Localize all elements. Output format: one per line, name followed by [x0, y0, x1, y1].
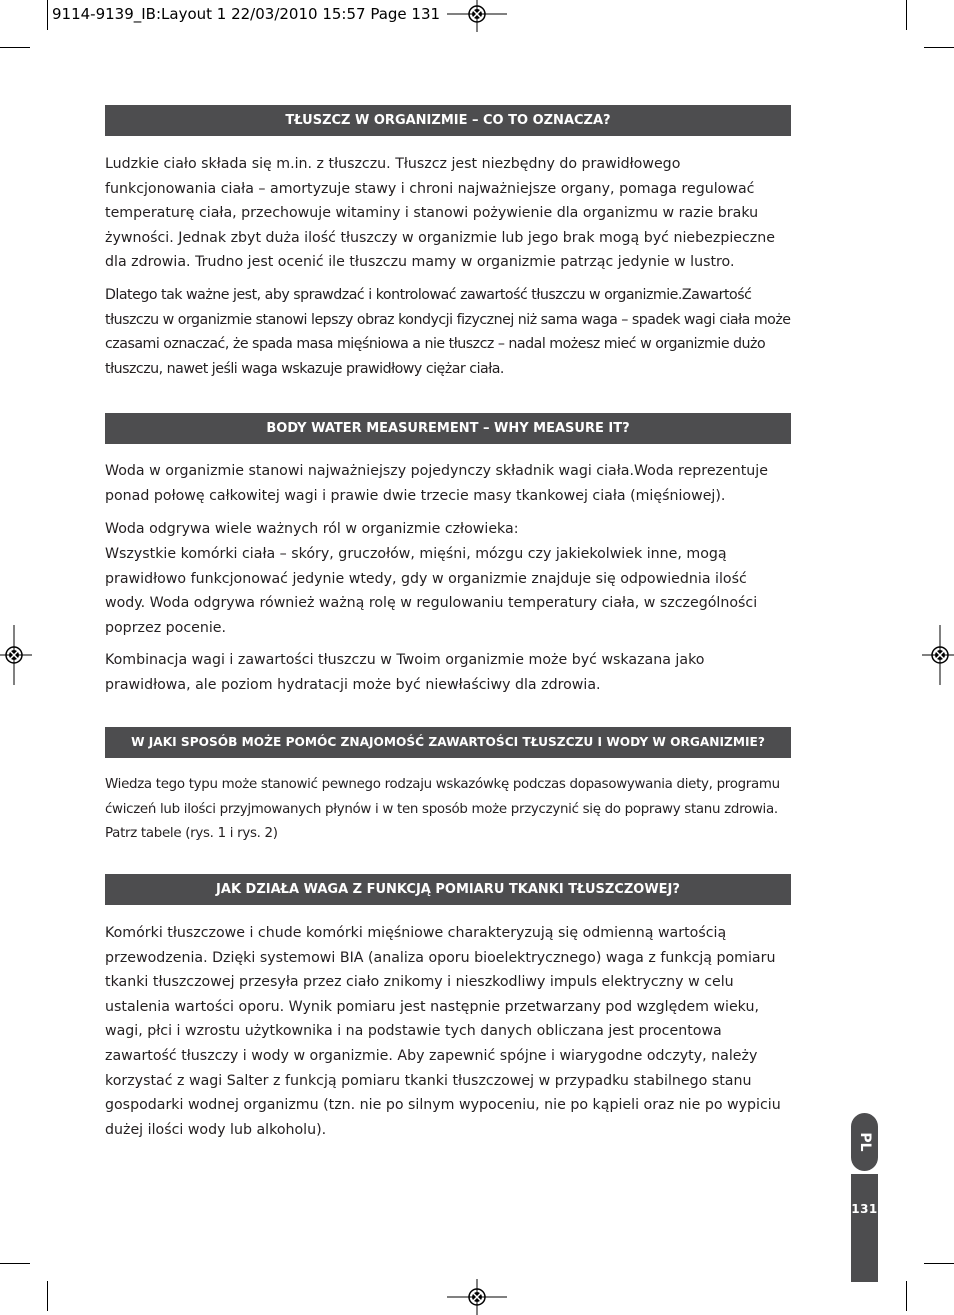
section-water-paragraph-3: Wszystkie komórki ciała – skóry, gruczołów, mięśni, mózgu czy jakiekolwiek inne, mogą prawidłowo funkcjonować jedynie wtedy, gdy w organizmie znajduje się odpowiednia ilość wody. Woda odgrywa również ważną rolę w regulowaniu temperatury ciała, w szczególności poprzez pocenie. [105, 546, 758, 636]
page-number: 131 [851, 1202, 878, 1216]
section-heading-fat: TŁUSZCZ W ORGANIZMIE – CO TO OZNACZA? [105, 105, 791, 136]
registration-mark-bottom-icon [447, 1279, 507, 1315]
language-tab-label: PL [857, 1132, 873, 1152]
crop-mark-top-right-h [924, 47, 954, 48]
crop-mark-bottom-right-h [924, 1263, 954, 1264]
crop-mark-top-right-v [906, 0, 907, 30]
section-fat-paragraph-1: Ludzkie ciało składa się m.in. z tłuszczu. Tłuszcz jest niezbędny do prawidłowego funkcjonowania ciała – amortyzuje stawy i chroni najważniejsze organy, pomaga regulować temperaturę ciała, przechowuje witaminy i stanowi pożywienie dla organizmu w razie braku żywności. Jednak zbyt duża ilość tłuszczy w organizmie lub jego brak mogą być niebezpieczne dla zdrowia. Trudno jest ocenić ile tłuszczu mamy w organizmie patrząc jedynie w lustro. [105, 156, 775, 271]
section-how-help-paragraph-1: Wiedza tego typu może stanowić pewnego rodzaju wskazówkę podczas dopasowywania diety, programu ćwiczeń lub ilości przyjmowanych płynów i w ten sposób może przyczynić się do poprawy stanu zdrowia. Patrz tabele (rys. 1 i rys. 2) [105, 777, 780, 842]
crop-mark-bottom-left-v [47, 1281, 48, 1311]
page-number-tab [851, 1174, 878, 1282]
registration-mark-top-icon [447, 0, 507, 32]
section-heading-how-works: JAK DZIAŁA WAGA Z FUNKCJĄ POMIARU TKANKI TŁUSZCZOWEJ? [105, 874, 791, 905]
registration-mark-right-icon [922, 625, 954, 685]
crop-mark-top-left-h [0, 47, 30, 48]
section-water-paragraph-2: Woda odgrywa wiele ważnych ról w organizmie człowieka: [105, 521, 519, 537]
crop-mark-bottom-left-h [0, 1263, 30, 1264]
registration-mark-left-icon [0, 625, 32, 685]
crop-mark-top-left-v [47, 0, 48, 30]
section-how-works-paragraph-1: Komórki tłuszczowe i chude komórki mięśniowe charakteryzują się odmienną wartością przewodzenia. Dzięki systemowi BIA (analiza oporu bioelektrycznego) waga z funkcją pomiaru tkanki tłuszczowej przesyła przez ciało znikomy i nieszkodliwy impuls elektryczny w celu ustalenia wartości oporu. Wynik pomiaru jest następnie przetwarzany pod względem wieku, wagi, płci i wzrostu użytkownika i na podstawie tych danych obliczana jest procentowa zawartość tłuszczy i wody w organizmie. Aby zapewnić spójne i wiarygodne odczyty, należy korzystać z wagi Salter z funkcją pomiaru tkanki tłuszczowej w przypadku stabilnego stanu gospodarki wodnej organizmu (tzn. nie po silnym wypoceniu, nie po kąpieli oraz nie po wypiciu dużej ilości wody lub alkoholu). [105, 925, 781, 1138]
crop-mark-bottom-right-v [906, 1281, 907, 1311]
language-tab [851, 1113, 878, 1171]
printer-slug: 9114-9139_IB:Layout 1 22/03/2010 15:57 Page 131 [52, 5, 441, 23]
section-water-paragraph-1: Woda w organizmie stanowi najważniejszy pojedynczy składnik wagi ciała.Woda reprezentuje ponad połowę całkowitej wagi i prawie dwie trzecie masy tkankowej ciała (mięśniowej). [105, 463, 768, 504]
section-heading-how-help: W JAKI SPOSÓB MOŻE POMÓC ZNAJOMOŚĆ ZAWARTOŚCI TŁUSZCZU I WODY W ORGANIZMIE? [105, 727, 791, 758]
section-heading-water: BODY WATER MEASUREMENT – WHY MEASURE IT? [105, 413, 791, 444]
section-water-paragraph-4: Kombinacja wagi i zawartości tłuszczu w Twoim organizmie może być wskazana jako prawidłowa, ale poziom hydratacji może być niewłaściwy dla zdrowia. [105, 652, 705, 693]
section-fat-paragraph-2: Dlatego tak ważne jest, aby sprawdzać i kontrolować zawartość tłuszczu w organizmie.Zawartość tłuszczu w organizmie stanowi lepszy obraz kondycji fizycznej niż sama waga – spadek wagi ciała może czasami oznaczać, że spada masa mięśniowa a nie tłuszcz – nadal możesz mieć w organizmie dużo tłuszczu, nawet jeśli waga wskazuje prawidłowy ciężar ciała. [105, 287, 791, 377]
